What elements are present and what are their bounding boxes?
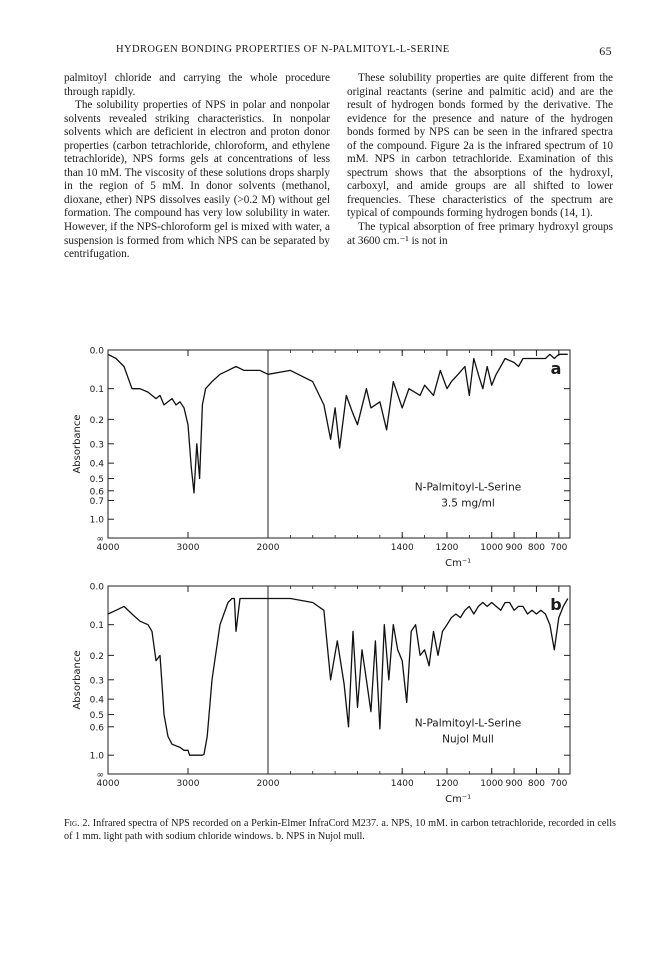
left-column (64, 72, 330, 262)
x-tick-label: 1200 (435, 543, 459, 553)
y-tick-label: 0.3 (89, 440, 104, 451)
y-tick-label: 0.4 (89, 459, 104, 470)
y-tick-label: 0.6 (89, 723, 104, 734)
caption-text: Infrared spectra of NPS recorded on a Perkin-Elmer InfraCord M237. a. NPS, 10 mM. in carbon tetrachloride, recorded in cells of 1 mm. light path with sodium chloride windows. b. NPS in Nujol mull. (64, 818, 616, 842)
paragraph: The typical absorption of free primary hydroxyl groups at 3600 cm.⁻¹ is not in (347, 221, 613, 247)
y-tick-label: 0.5 (89, 475, 104, 486)
running-title: HYDROGEN BONDING PROPERTIES OF N-PALMITOYL-L-SERINE (116, 44, 450, 55)
compound-label: N-Palmitoyl-L-Serine (414, 717, 522, 730)
paragraph: The solubility properties of NPS in polar and nonpolar solvents revealed striking characteristics. In nonpolar solvents which are deficient in electron and proton donor properties (carbon tetrachloride, chloroform, and ethylene tetrachloride), NPS forms gels at concentrations of less than 10 mM. The viscosity of these solutions drops sharply in the region of 5 mM. In donor solvents (methanol, dioxane, ether) NPS dissolves easily (>0.2 M) without gel formation. The compound has very low solubility in water. However, if the NPS-chloroform gel is mixed with water, a suspension is formed from which NPS can be separated by centrifugation. (64, 99, 330, 261)
paragraph: These solubility properties are quite different from the original reactants (serine and palmitic acid) and are the result of hydrogen bonds formed by the derivative. The evidence for the presence and nature of the hydrogen bonds formed by NPS can be seen in the infrared spectra of the compound. Figure 2a is the infrared spectrum of 10 mM. NPS in carbon tetrachloride. Examination of this spectrum shows that the absorptions of the hydroxyl, carboxyl, and amide groups are all shifted to lower frequencies. These characteristics of the spectrum are typical of compounds forming hydrogen bonds (14, 1). (347, 72, 613, 220)
condition-label: 3.5 mg/ml (441, 497, 495, 510)
caption-label: Fig. 2. (64, 818, 90, 829)
right-column (347, 72, 613, 248)
y-axis-label: Absorbance (72, 414, 83, 474)
y-axis-label: Absorbance (72, 650, 83, 710)
x-tick-label: 1000 (480, 543, 504, 553)
x-tick-label: 1400 (390, 543, 414, 553)
y-tick-label: 0.0 (89, 346, 104, 357)
y-tick-label: 0.3 (89, 676, 104, 687)
condition-label: Nujol Mull (442, 733, 494, 746)
x-tick-label: 3000 (176, 779, 200, 789)
spectrum-chart (68, 340, 588, 572)
y-tick-label: 0.4 (89, 695, 104, 706)
y-tick-label: 0.1 (89, 385, 104, 396)
spectrum-chart (68, 576, 588, 808)
y-tick-label: 1.0 (89, 515, 104, 526)
x-tick-label: 700 (550, 779, 568, 789)
panel-letter: b (550, 595, 562, 614)
x-tick-label: 900 (505, 779, 523, 789)
spectrum-figure-a (68, 340, 588, 592)
y-tick-label: 0.6 (89, 487, 104, 498)
figure-caption (64, 818, 616, 843)
x-tick-label: 700 (550, 543, 568, 553)
x-tick-label: 800 (527, 543, 546, 553)
x-tick-label: 1000 (480, 779, 504, 789)
x-tick-label: 900 (505, 543, 523, 553)
x-tick-label: 2000 (256, 779, 280, 789)
y-tick-label: ∞ (96, 770, 104, 781)
x-tick-label: 2000 (256, 543, 280, 553)
page-number: 65 (599, 44, 612, 58)
x-tick-label: 1200 (435, 779, 459, 789)
x-axis-label: Cm⁻¹ (445, 558, 472, 569)
y-tick-label: 0.2 (89, 415, 104, 426)
compound-label: N-Palmitoyl-L-Serine (414, 481, 522, 494)
spectrum-line (108, 354, 568, 493)
x-tick-label: 3000 (176, 543, 200, 553)
x-tick-label: 800 (527, 779, 546, 789)
y-tick-label: 1.0 (89, 751, 104, 762)
body-text (64, 72, 616, 334)
y-tick-label: 0.7 (89, 496, 104, 507)
y-tick-label: 0.5 (89, 711, 104, 722)
x-tick-label: 4000 (96, 779, 120, 789)
x-axis-label: Cm⁻¹ (445, 794, 472, 805)
running-header (64, 44, 612, 58)
y-tick-label: ∞ (96, 534, 104, 545)
y-tick-label: 0.2 (89, 651, 104, 662)
x-tick-label: 4000 (96, 543, 120, 553)
spectrum-figure-b (68, 576, 588, 828)
paragraph: palmitoyl chloride and carrying the whole procedure through rapidly. (64, 72, 330, 98)
y-tick-label: 0.0 (89, 582, 104, 593)
panel-letter: a (550, 359, 562, 378)
x-tick-label: 1400 (390, 779, 414, 789)
spectrum-line (108, 599, 568, 756)
y-tick-label: 0.1 (89, 621, 104, 632)
